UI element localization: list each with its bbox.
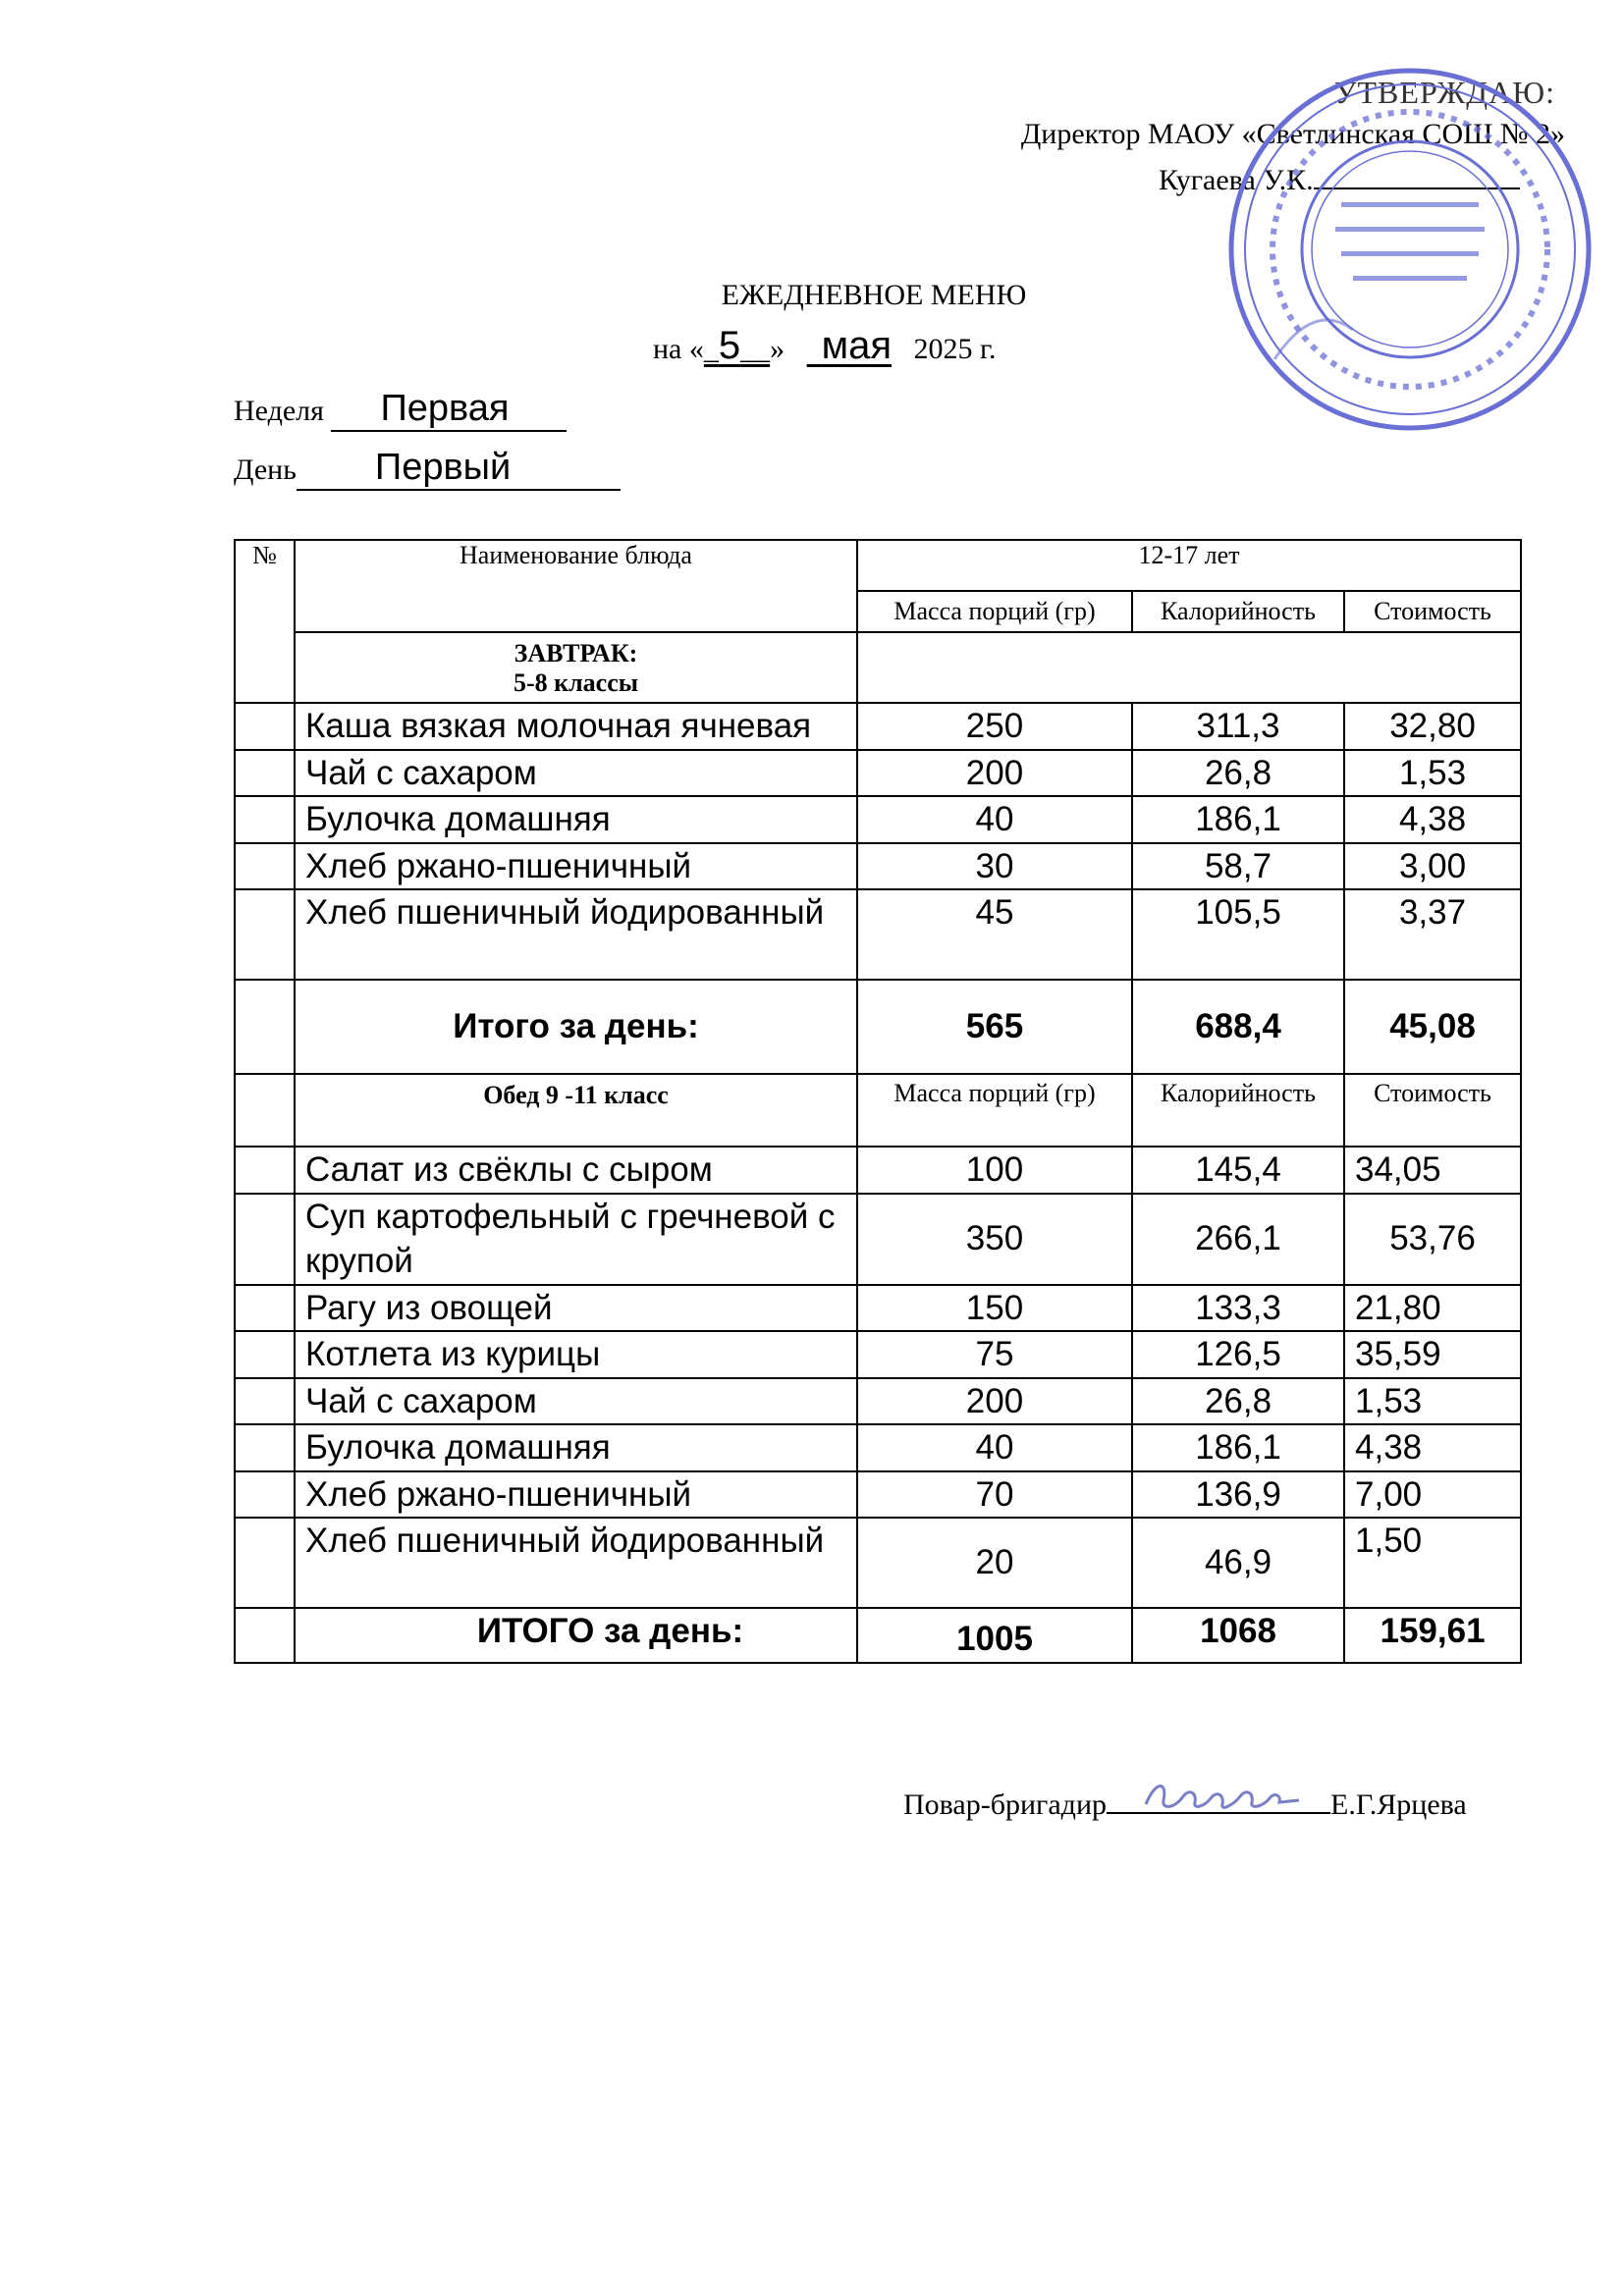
- breakfast-section-header: [295, 632, 857, 703]
- dish-name: Чай с сахаром: [295, 750, 857, 797]
- page-title: ЕЖЕДНЕВНОЕ МЕНЮ: [721, 279, 1027, 311]
- dish-cost: 3,00: [1344, 843, 1521, 890]
- col-cal-header: Калорийность: [1132, 591, 1344, 632]
- col-mass-header: Масса порций (гр): [857, 591, 1132, 632]
- dish-name: Чай с сахаром: [295, 1378, 857, 1425]
- dish-name: Каша вязкая молочная ячневая: [295, 703, 857, 750]
- dish-name: Хлеб ржано-пшеничный: [295, 843, 857, 890]
- week-value: Первая: [380, 388, 510, 429]
- week-line: [234, 388, 567, 432]
- breakfast-subtitle: 5-8 классы: [513, 668, 639, 697]
- school-stamp-icon: [1225, 65, 1595, 434]
- cook-signature-line: [903, 1785, 1467, 1822]
- dish-name: Котлета из курицы: [295, 1331, 857, 1378]
- breakfast-total-cost: 45,08: [1344, 980, 1521, 1074]
- dish-cost: 7,00: [1344, 1471, 1521, 1519]
- lunch-total-row: [235, 1608, 1521, 1663]
- dish-cost: 35,59: [1344, 1331, 1521, 1378]
- dish-calories: 136,9: [1132, 1471, 1344, 1519]
- table-row: [235, 1331, 1521, 1378]
- dish-calories: 58,7: [1132, 843, 1344, 890]
- dish-mass: 70: [857, 1471, 1132, 1519]
- dish-mass: 350: [857, 1194, 1132, 1285]
- dish-cost: 4,38: [1344, 796, 1521, 843]
- dish-mass: 20: [857, 1518, 1132, 1608]
- dish-cost: 34,05: [1344, 1147, 1521, 1194]
- lunch-col-cal-header: Калорийность: [1132, 1074, 1344, 1147]
- dish-name: Хлеб пшеничный йодированный: [295, 889, 857, 980]
- approve-label: УТВЕРЖДАЮ:: [1333, 75, 1555, 110]
- signer-name: Кугаева У.К.: [1159, 164, 1314, 196]
- breakfast-total-calories: 688,4: [1132, 980, 1344, 1074]
- table-row: [235, 703, 1521, 750]
- dish-mass: 45: [857, 889, 1132, 980]
- director-line: Директор МАОУ «Светлинская СОШ № 2»: [1020, 118, 1565, 150]
- lunch-total-mass: 1005: [857, 1608, 1132, 1663]
- table-row: [235, 1471, 1521, 1519]
- cook-label: Повар-бригадир: [903, 1789, 1107, 1821]
- dish-calories: 46,9: [1132, 1518, 1344, 1608]
- dish-mass: 30: [857, 843, 1132, 890]
- breakfast-total-row: [235, 980, 1521, 1074]
- dish-name: Салат из свёклы с сыром: [295, 1147, 857, 1194]
- lunch-total-calories: 1068: [1132, 1608, 1344, 1663]
- day-label: День: [234, 454, 297, 486]
- dish-mass: 250: [857, 703, 1132, 750]
- dish-name: Булочка домашняя: [295, 796, 857, 843]
- dish-calories: 126,5: [1132, 1331, 1344, 1378]
- dish-mass: 100: [857, 1147, 1132, 1194]
- dish-name: Рагу из овощей: [295, 1285, 857, 1332]
- dish-name: Хлеб ржано-пшеничный: [295, 1471, 857, 1519]
- dish-cost: 4,38: [1344, 1424, 1521, 1471]
- dish-calories: 266,1: [1132, 1194, 1344, 1285]
- dish-cost: 3,37: [1344, 889, 1521, 980]
- col-name-header: Наименование блюда: [295, 540, 857, 632]
- col-cost-header: Стоимость: [1344, 591, 1521, 632]
- menu-date: на «_5__» мая 2025 г.: [653, 324, 997, 367]
- dish-cost: 1,53: [1344, 750, 1521, 797]
- menu-table: [234, 539, 1522, 1664]
- dish-mass: 40: [857, 1424, 1132, 1471]
- table-row: [235, 1518, 1521, 1608]
- table-row: [235, 889, 1521, 980]
- table-row: [235, 843, 1521, 890]
- dish-calories: 186,1: [1132, 1424, 1344, 1471]
- table-row: [235, 1147, 1521, 1194]
- lunch-section-header: Обед 9 -11 класс: [295, 1074, 857, 1147]
- dish-cost: 32,80: [1344, 703, 1521, 750]
- dish-mass: 40: [857, 796, 1132, 843]
- day-line: [234, 447, 621, 491]
- dish-calories: 133,3: [1132, 1285, 1344, 1332]
- dish-cost: 1,50: [1344, 1518, 1521, 1608]
- dish-calories: 105,5: [1132, 889, 1344, 980]
- table-row: [235, 750, 1521, 797]
- dish-name: Хлеб пшеничный йодированный: [295, 1518, 857, 1608]
- dish-mass: 200: [857, 1378, 1132, 1425]
- dish-calories: 26,8: [1132, 750, 1344, 797]
- age-group-header: 12-17 лет: [857, 540, 1521, 591]
- lunch-total-label: ИТОГО за день:: [295, 1608, 857, 1663]
- date-day: 5: [718, 324, 741, 367]
- dish-mass: 75: [857, 1331, 1132, 1378]
- cook-name: Е.Г.Ярцева: [1330, 1789, 1467, 1821]
- breakfast-header-blank: [857, 632, 1521, 703]
- dish-cost: 1,53: [1344, 1378, 1521, 1425]
- dish-calories: 311,3: [1132, 703, 1344, 750]
- lunch-total-cost: 159,61: [1344, 1608, 1521, 1663]
- col-no-header: №: [235, 540, 295, 703]
- dish-cost: 21,80: [1344, 1285, 1521, 1332]
- week-label: Неделя: [234, 395, 324, 427]
- cook-signature-icon: [1107, 1785, 1330, 1814]
- table-row: [235, 1378, 1521, 1425]
- dish-calories: 186,1: [1132, 796, 1344, 843]
- date-month: мая: [821, 324, 893, 367]
- day-value: Первый: [374, 447, 512, 488]
- breakfast-total-mass: 565: [857, 980, 1132, 1074]
- date-mid: »: [770, 333, 785, 365]
- table-row: [235, 1194, 1521, 1285]
- table-row: [235, 1424, 1521, 1471]
- dish-calories: 26,8: [1132, 1378, 1344, 1425]
- dish-calories: 145,4: [1132, 1147, 1344, 1194]
- breakfast-total-label: Итого за день:: [295, 980, 857, 1074]
- date-year: 2025 г.: [913, 333, 997, 365]
- dish-cost: 53,76: [1344, 1194, 1521, 1285]
- table-row: [235, 1285, 1521, 1332]
- breakfast-title: ЗАВТРАК:: [514, 639, 638, 667]
- dish-mass: 150: [857, 1285, 1132, 1332]
- dish-name: Суп картофельный с гречневой с крупой: [295, 1194, 857, 1285]
- dish-name: Булочка домашняя: [295, 1424, 857, 1471]
- lunch-col-cost-header: Стоимость: [1344, 1074, 1521, 1147]
- table-row: [235, 796, 1521, 843]
- dish-mass: 200: [857, 750, 1132, 797]
- date-prefix: на «: [653, 333, 704, 365]
- lunch-col-mass-header: Масса порций (гр): [857, 1074, 1132, 1147]
